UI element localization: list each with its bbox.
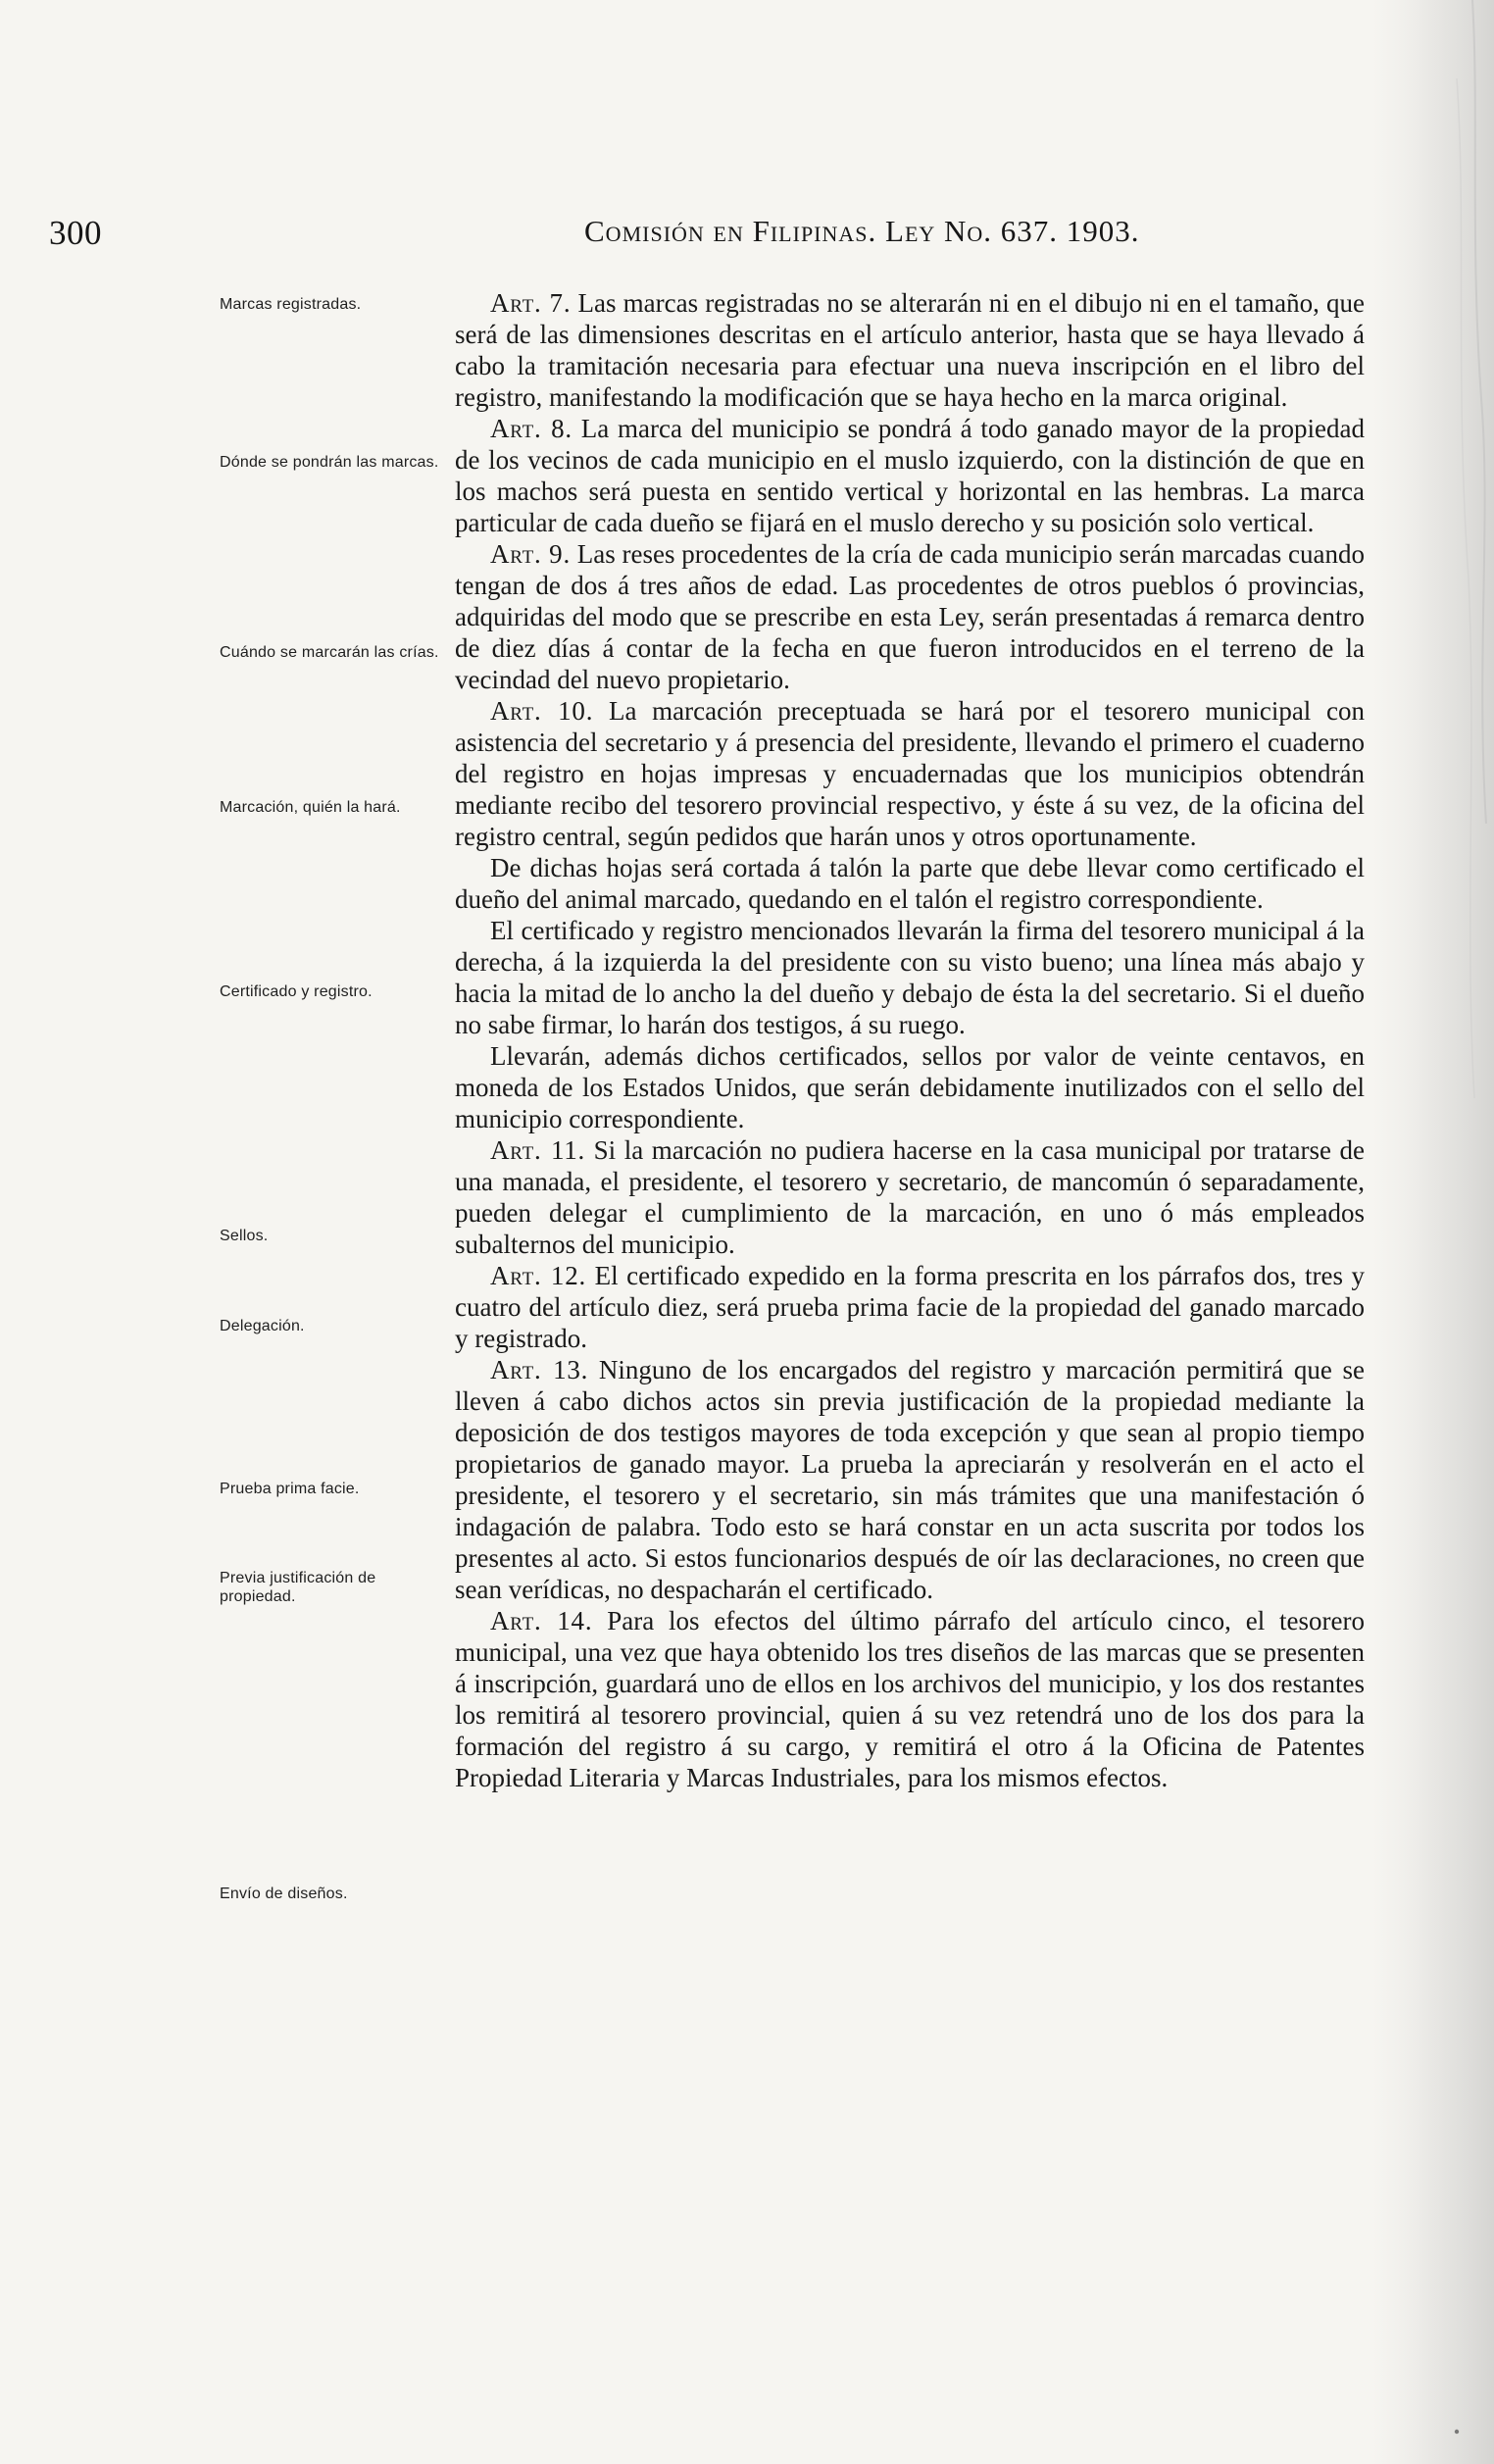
side-note-cuando-se-marcaran: Cuándo se marcarán las crías. (220, 644, 439, 661)
paragraph-art-13 (455, 1354, 1365, 1605)
article-label: Art. 11. (490, 1135, 586, 1165)
side-note-previa-justificacion: Previa justificación de propiedad. (220, 1570, 376, 1605)
page-number: 300 (49, 214, 102, 252)
main-text (455, 287, 1365, 1793)
article-label: Art. 12. (490, 1261, 587, 1290)
article-text: Para los efectos del último párrafo del artículo cinco, el tesorero municipal, una vez que haya obtenido los tres diseños de las marcas que se presenten á inscripción, guardará uno de ellos en los archivos del municipio, y los dos restantes los remitirá al tesorero provincial, quien á su vez retendrá uno de los dos para la formación del registro á su cargo, y remitirá el otro á la Oficina de Patentes Propiedad Literaria y Marcas Industriales, para los mismos efectos. (455, 1606, 1366, 1792)
paragraph-art-9 (455, 538, 1365, 695)
paragraph-art-12 (455, 1260, 1365, 1354)
paragraph-art-14 (455, 1605, 1365, 1793)
side-note-sellos: Sellos. (220, 1228, 269, 1244)
article-text: Llevarán, además dichos certificados, sellos por valor de veinte centavos, en moneda de los Estados Unidos, que serán debidamente inutilizados con el sello del municipio correspondiente. (455, 1041, 1365, 1133)
side-note-certificado-y-registro: Certificado y registro. (220, 983, 373, 1000)
article-label: Art. 7. (490, 288, 572, 318)
paragraph-firmas (455, 915, 1365, 1040)
edge-grain-1 (1472, 0, 1486, 824)
paragraph-art-10 (455, 695, 1365, 852)
running-head: Comisión en Filipinas. Ley No. 637. 1903. (584, 214, 1140, 248)
paragraph-art-7 (455, 287, 1365, 413)
edge-shade (1386, 0, 1494, 2464)
side-note-prueba-prima-facie: Prueba prima facie. (220, 1481, 360, 1497)
article-text: Las reses procedentes de la cría de cada municipio serán marcadas cuando tengan de dos á tres años de edad. Las procedentes de otros pueblos ó provincias, adquiridas del modo que se prescribe en esta Ley, serán presentadas á remarca dentro de diez días á contar de la fecha en que fueron introducidos en el terreno de la vecindad del nuevo propietario. (455, 539, 1365, 694)
article-text: Ninguno de los encargados del registro y marcación permitirá que se lleven á cabo dichos actos sin previa justificación de la propiedad mediante la deposición de dos testigos mayores de toda excepción y que sean al propio tiempo propietarios de ganado mayor. La prueba la apreciarán y resolverán en el acto el presidente, el tesorero y el secretario, sin más trámites que una manifestación ó indagación de palabra. Todo esto se hará constar en un acta suscrita por todos los presentes al acto. Si estos funcionarios después de oír las declaraciones, no creen que sean verídicas, no despacharán el certificado. (455, 1355, 1365, 1604)
paragraph-art-11 (455, 1134, 1365, 1260)
paragraph-talon (455, 852, 1365, 915)
stray-ink-dot (1455, 2430, 1459, 2434)
article-text: La marca del municipio se pondrá á todo ganado mayor de la propiedad de los vecinos de cada municipio en el muslo izquierdo, con la distinción de que en los machos será puesta en sentido vertical y horizontal en las hembras. La marca particular de cada dueño se fijará en el muslo derecho y su posición solo vertical. (455, 414, 1366, 537)
article-text: El certificado y registro mencionados llevarán la firma del tesorero municipal á la derecha, á la izquierda la del presidente con su visto bueno; una línea más abajo y hacia la mitad de lo ancho la del dueño y debajo de ésta la del secretario. Si el dueño no sabe firmar, lo harán dos testigos, á su ruego. (455, 916, 1365, 1039)
edge-grain-2 (1457, 78, 1474, 1098)
side-note-delegacion: Delegación. (220, 1318, 305, 1334)
article-text: Si la marcación no pudiera hacerse en la casa municipal por tratarse de una manada, el presidente, el tesorero y secretario, de mancomún ó separadamente, pueden delegar el cumplimiento de la marcación, en uno ó más empleados subalternos del municipio. (455, 1135, 1365, 1259)
side-note-envio-de-disenos: Envío de diseños. (220, 1886, 348, 1902)
article-label: Art. 13. (490, 1355, 589, 1384)
article-text: De dichas hojas será cortada á talón la parte que debe llevar como certificado el dueño del animal marcado, quedando en el talón el registro correspondiente. (455, 853, 1365, 914)
article-label: Art. 8. (490, 414, 573, 443)
article-text: El certificado expedido en la forma prescrita en los párrafos dos, tres y cuatro del artículo diez, será prueba prima facie de la propiedad del ganado marcado y registrado. (455, 1261, 1366, 1353)
article-label: Art. 14. (490, 1606, 593, 1635)
article-label: Art. 10. (490, 696, 594, 726)
paragraph-sellos (455, 1040, 1365, 1134)
article-text: La marcación preceptuada se hará por el tesorero municipal con asistencia del secretario y á presencia del presidente, llevando el primero el cuaderno del registro en hojas impresas y encuadernadas que los municipios obtendrán mediante recibo del tesorero provincial respectivo, y éste á su vez, de la oficina del registro central, según pedidos que harán unos y otros oportunamente. (455, 696, 1365, 851)
side-note-marcacion: Marcación, quién la hará. (220, 799, 401, 816)
article-text: Las marcas registradas no se alterarán ni en el dibujo ni en el tamaño, que será de las dimensiones descritas en el artículo anterior, hasta que se haya llevado á cabo la tramitación necesaria para efectuar una nueva inscripción en el libro del registro, manifestando la modificación que se haya hecho en la marca original. (455, 288, 1366, 412)
side-note-marcas-registradas: Marcas registradas. (220, 296, 362, 313)
page-edge-shadow (1386, 0, 1494, 2464)
article-label: Art. 9. (490, 539, 572, 569)
paragraph-art-8 (455, 413, 1365, 538)
side-note-donde-se-pondran: Dónde se pondrán las marcas. (220, 454, 439, 471)
